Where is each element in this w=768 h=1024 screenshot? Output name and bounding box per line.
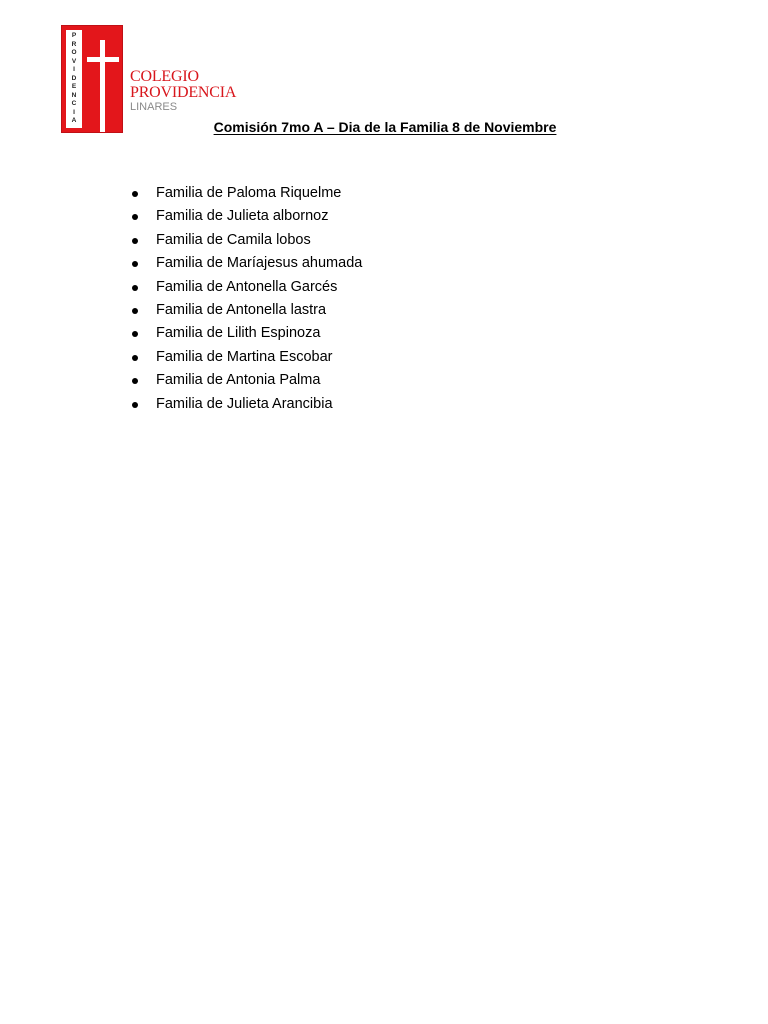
family-name: Familia de Antonella lastra [156,301,327,318]
logo-letter: V [71,57,77,65]
logo-wordmark [130,69,236,114]
list-item [128,205,362,228]
bullet-icon [132,191,138,197]
family-name: Familia de Antonia Palma [156,372,321,389]
page-title: Comisión 7mo A – Dia de la Familia 8 de Noviembre [213,119,557,135]
logo-emblem [61,25,123,133]
family-name: Familia de Camila lobos [156,231,311,248]
family-name: Familia de Martina Escobar [156,348,333,365]
list-item [128,369,362,392]
list-item [128,276,362,299]
list-item [128,252,362,275]
cross-icon-bar [87,57,119,62]
logo-letter: E [71,83,77,91]
list-item [128,229,362,252]
family-name: Familia de Julieta albornoz [156,208,329,225]
bullet-icon [132,285,138,291]
family-list [128,182,362,416]
list-item [128,182,362,205]
bullet-icon [132,308,138,314]
list-item [128,393,362,416]
bullet-icon [132,261,138,267]
bullet-icon [132,378,138,384]
logo-letter: N [71,91,77,99]
family-name: Familia de Lilith Espinoza [156,325,321,342]
family-name: Familia de Paloma Riquelme [156,185,342,201]
logo-letter: O [71,49,77,57]
list-item [128,346,362,369]
bullet-icon [132,331,138,337]
bullet-icon [132,402,138,408]
logo-letter: I [73,108,75,116]
logo-letter: A [71,117,77,125]
logo-letter: C [71,100,77,108]
list-item [128,299,362,322]
logo-letter: I [73,66,75,74]
logo-line-colegio: COLEGIO [130,68,199,85]
list-item [128,322,362,345]
logo-line-providencia: PROVIDENCIA [130,84,237,101]
family-name: Familia de Julieta Arancibia [156,395,333,412]
logo-line-linares: LINARES [130,101,178,113]
logo-letter: R [71,40,77,48]
bullet-icon [132,214,138,220]
logo-letter: D [71,74,77,82]
bullet-icon [132,355,138,361]
family-name: Familia de Antonella Garcés [156,278,338,295]
family-name: Familia de Maríajesus ahumada [156,255,363,272]
logo-letter: P [71,32,77,39]
logo-vertical-text [66,30,82,128]
bullet-icon [132,238,138,244]
